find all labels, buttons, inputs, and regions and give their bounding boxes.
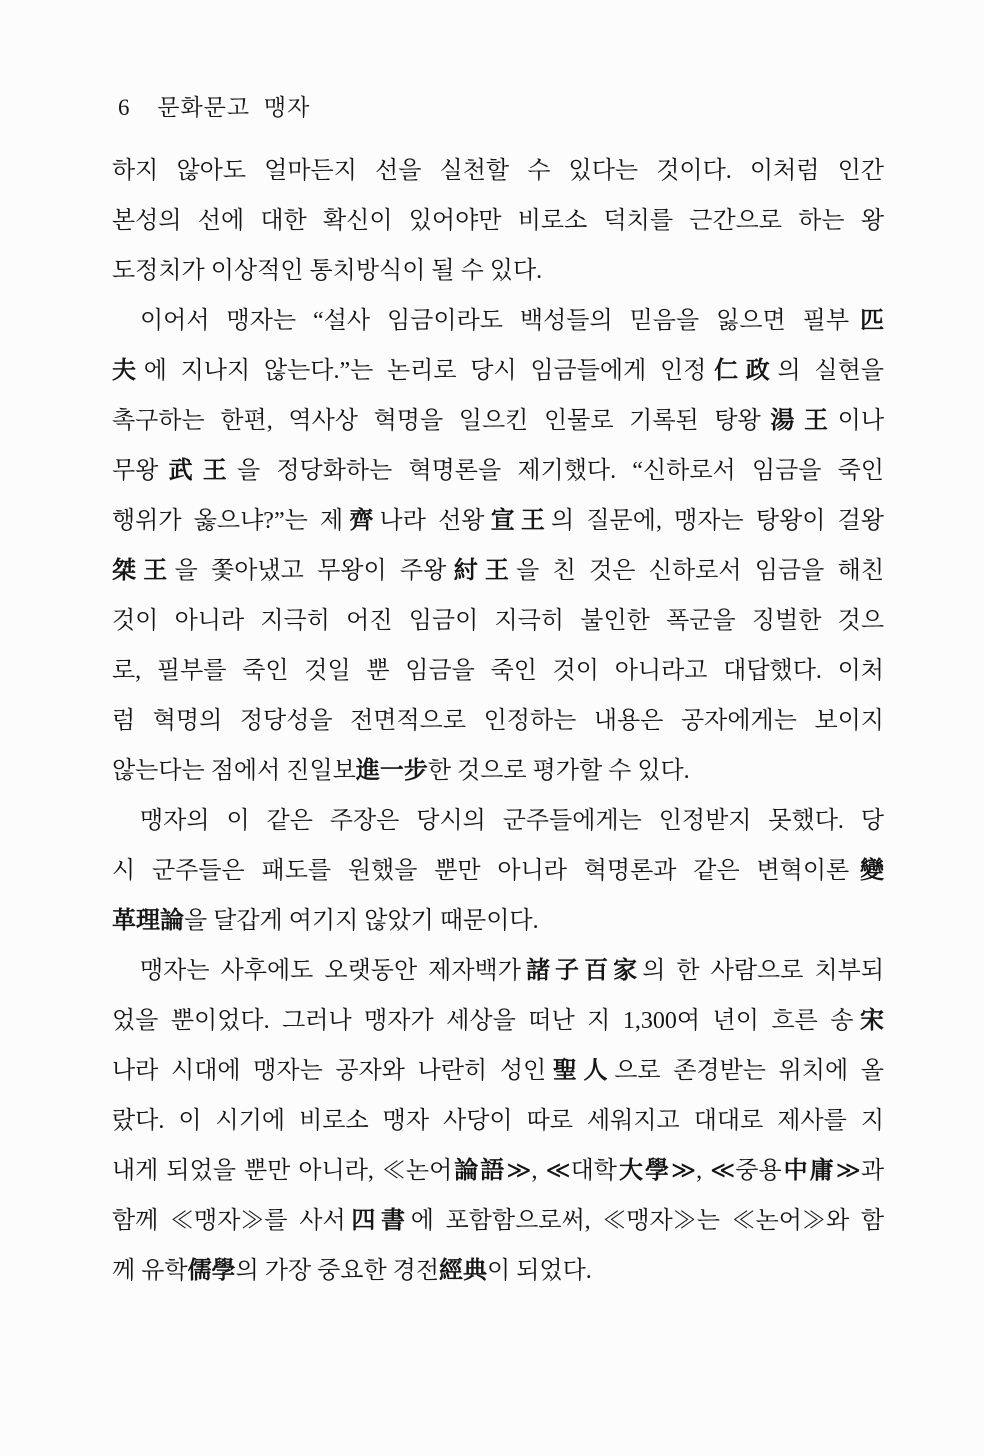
text-line — [112, 496, 884, 546]
text-line — [112, 446, 884, 496]
hanja-text: 大學 — [616, 1158, 671, 1184]
hangul-text: 랐다. 이 시기에 비로소 맹자 사당이 따로 세워지고 대대로 제사를 지 — [112, 1108, 884, 1134]
hangul-text: 맹자는 사후에도 오랫동안 제자백가 — [140, 958, 521, 984]
hangul-text: 었을 뿐이었다. 그러나 맹자가 세상을 떠난 지 1,300여 년이 흐른 송 — [112, 1008, 854, 1034]
text-line — [112, 246, 884, 296]
hangul-text: 에 포함함으로써, ≪맹자≫는 ≪논어≫와 함 — [410, 1208, 884, 1234]
text-line — [112, 1146, 884, 1196]
hangul-text: 을 친 것은 신하로서 임금을 해친 — [516, 558, 884, 584]
text-line — [112, 696, 884, 746]
hangul-text: 맹자의 이 같은 주장은 당시의 군주들에게는 인정받지 못했다. 당 — [140, 808, 884, 834]
hanja-text: 湯王 — [760, 408, 838, 434]
text-line — [112, 546, 884, 596]
hanja-text: 聖人 — [546, 1058, 615, 1084]
hangul-text: 이 되었다. — [487, 1258, 592, 1284]
page-header — [118, 94, 310, 122]
running-title: 문화문고 맹자 — [157, 95, 311, 120]
text-line — [112, 846, 884, 896]
text-line — [112, 1196, 884, 1246]
hangul-text: 에 지나지 않는다.”는 논리로 당시 임금들에게 인정 — [143, 358, 707, 384]
text-line — [112, 646, 884, 696]
hangul-text: 나라 선왕 — [379, 508, 485, 534]
hangul-text: 을 달갑게 여기지 않았기 때문이다. — [184, 908, 539, 934]
text-line — [112, 146, 884, 196]
hanja-text: 儒學 — [187, 1258, 236, 1284]
hangul-text: 을 쫓아냈고 무왕이 주왕 — [174, 558, 447, 584]
hangul-text: 이어서 맹자는 “설사 임금이라도 백성들의 믿음을 잃으면 필부 — [140, 308, 850, 334]
hangul-text: 내게 되었을 뿐만 아니라, ≪논어 — [112, 1158, 453, 1184]
hanja-text: 桀王 — [112, 558, 175, 584]
hangul-text: 을 정당화하는 혁명론을 제기했다. “신하로서 임금을 죽인 — [236, 458, 884, 484]
hangul-text: 의 가장 중요한 경전 — [235, 1258, 440, 1284]
hangul-text: 나라 시대에 맹자는 공자와 나란히 성인 — [112, 1058, 547, 1084]
text-line — [112, 746, 884, 796]
hangul-text: ≫과 — [835, 1158, 884, 1184]
text-line — [112, 946, 884, 996]
hanja-text: 夫 — [112, 358, 144, 384]
hangul-text: 함께 ≪맹자≫를 사서 — [112, 1208, 346, 1234]
hangul-text: 이나 — [837, 408, 884, 434]
hangul-text: 의 실현을 — [777, 358, 884, 384]
text-line — [112, 1246, 884, 1296]
hangul-text: 않는다는 점에서 진일보 — [112, 758, 356, 784]
page-number: 6 — [118, 95, 130, 120]
hangul-text: 하지 않아도 얼마든지 선을 실천할 수 있다는 것이다. 이처럼 인간 — [112, 158, 884, 184]
text-line — [112, 296, 884, 346]
hangul-text: ≫, ≪대학 — [506, 1158, 617, 1184]
hangul-text: 행위가 옳으냐?”는 제 — [112, 508, 344, 534]
hanja-text: 四書 — [345, 1208, 411, 1234]
hanja-text: 宣王 — [484, 508, 552, 534]
hanja-text: 宋 — [853, 1008, 884, 1034]
hanja-text: 武王 — [158, 458, 237, 484]
hanja-text: 經典 — [439, 1258, 488, 1284]
hanja-text: 匹 — [849, 308, 884, 334]
text-line — [112, 896, 884, 946]
hangul-text: 의 한 사람으로 치부되 — [642, 958, 884, 984]
hanja-text: 變 — [849, 858, 884, 884]
hangul-text: 의 질문에, 맹자는 탕왕이 걸왕 — [551, 508, 884, 534]
hangul-text: 본성의 선에 대한 확신이 있어야만 비로소 덕치를 근간으로 하는 왕 — [112, 208, 884, 234]
text-line — [112, 346, 884, 396]
text-line — [112, 1096, 884, 1146]
text-line — [112, 996, 884, 1046]
hangul-text: ≫, ≪중용 — [671, 1158, 782, 1184]
hangul-text: 께 유학 — [112, 1258, 188, 1284]
hangul-text: 도정치가 이상적인 통치방식이 될 수 있다. — [112, 258, 543, 284]
text-line — [112, 196, 884, 246]
hanja-text: 進一步 — [355, 758, 428, 784]
text-line — [112, 596, 884, 646]
hangul-text: 무왕 — [112, 458, 159, 484]
hangul-text: 것이 아니라 지극히 어진 임금이 지극히 불인한 폭군을 징벌한 것으 — [112, 608, 884, 634]
text-line — [112, 1046, 884, 1096]
hanja-text: 中庸 — [781, 1158, 836, 1184]
hanja-text: 革理論 — [112, 908, 184, 934]
hanja-text: 諸子百家 — [520, 958, 643, 984]
hanja-text: 齊 — [343, 508, 380, 534]
hangul-text: 럼 혁명의 정당성을 전면적으로 인정하는 내용은 공자에게는 보이지 — [112, 708, 884, 734]
hanja-text: 仁政 — [706, 358, 778, 384]
hanja-text: 論語 — [452, 1158, 507, 1184]
hanja-text: 紂王 — [446, 558, 517, 584]
body-text — [112, 146, 884, 1296]
hangul-text: 으로 존경받는 위치에 올 — [614, 1058, 884, 1084]
hangul-text: 촉구하는 한편, 역사상 혁명을 일으킨 인물로 기록된 탕왕 — [112, 408, 761, 434]
text-line — [112, 396, 884, 446]
hangul-text: 로, 필부를 죽인 것일 뿐 임금을 죽인 것이 아니라고 대답했다. 이처 — [112, 658, 884, 684]
hangul-text: 시 군주들은 패도를 원했을 뿐만 아니라 혁명론과 같은 변혁이론 — [112, 858, 850, 884]
hangul-text: 한 것으로 평가할 수 있다. — [427, 758, 690, 784]
text-line — [112, 796, 884, 846]
